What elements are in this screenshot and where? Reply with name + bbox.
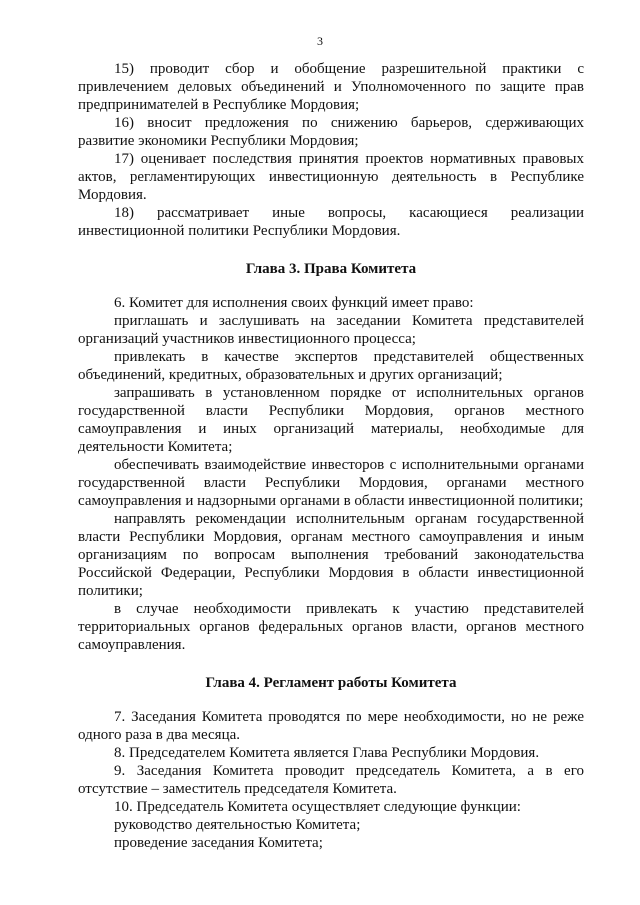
paragraph-right-request: запрашивать в установленном порядке от исполнительных органов государственной власти Республики Мордовия, органов местного самоуправления и иных организаций материалы, необходимые для деятельности Комитета;: [78, 385, 584, 455]
paragraph-right-invite: приглашать и заслушивать на заседании Комитета представителей организаций участников инвестиционного процесса;: [78, 313, 584, 347]
paragraph-item-10: 10. Председатель Комитета осуществляет следующие функции:: [114, 799, 521, 815]
paragraph-function-meeting: проведение заседания Комитета;: [114, 835, 323, 851]
paragraph-rights-intro: 6. Комитет для исполнения своих функций имеет право:: [114, 295, 474, 311]
document-body: [78, 60, 584, 852]
paragraph-item-7: 7. Заседания Комитета проводятся по мере необходимости, но не реже одного раза в два месяца.: [78, 709, 584, 743]
paragraph-item-18: 18) рассматривает иные вопросы, касающиеся реализации инвестиционной политики Республики Мордовия.: [78, 205, 584, 239]
paragraph-item-8: 8. Председателем Комитета является Глава Республики Мордовия.: [114, 745, 540, 761]
paragraph-right-interaction: обеспечивать взаимодействие инвесторов с исполнительными органами государственной власти Республики Мордовия, органами местного самоуправления и надзорными органами в области инвестиционной политики;: [78, 457, 584, 509]
chapter-3-heading: Глава 3. Права Комитета: [245, 261, 417, 277]
paragraph-item-17: 17) оценивает последствия принятия проектов нормативных правовых актов, регламентирующих инвестиционную деятельность в Республике Мордовия.: [78, 151, 584, 203]
paragraph-item-15: 15) проводит сбор и обобщение разрешительной практики с привлечением деловых объединений и Уполномоченного по защите прав предпринимателей в Республике Мордовия;: [78, 61, 584, 113]
paragraph-right-recommendations: направлять рекомендации исполнительным органам государственной власти Республики Мордовия, органам местного самоуправления и иным организациям по вопросам выполнения требований законодательства Российской Федерации, Республики Мордовия в области инвестиционной политики;: [78, 511, 584, 599]
paragraph-right-experts: привлекать в качестве экспертов представителей общественных объединений, кредитных, образовательных и других организаций;: [78, 349, 584, 383]
chapter-4-heading: Глава 4. Регламент работы Комитета: [205, 675, 457, 691]
page-number: 3: [317, 34, 323, 48]
paragraph-item-16: 16) вносит предложения по снижению барьеров, сдерживающих развитие экономики Республики Мордовия;: [78, 115, 584, 149]
paragraph-right-involve: в случае необходимости привлекать к участию представителей территориальных органов федеральных органов власти, органов местного самоуправления.: [78, 601, 584, 653]
paragraph-function-lead: руководство деятельностью Комитета;: [114, 817, 361, 833]
paragraph-item-9: 9. Заседания Комитета проводит председатель Комитета, а в его отсутствие – заместитель председателя Комитета.: [78, 763, 584, 797]
